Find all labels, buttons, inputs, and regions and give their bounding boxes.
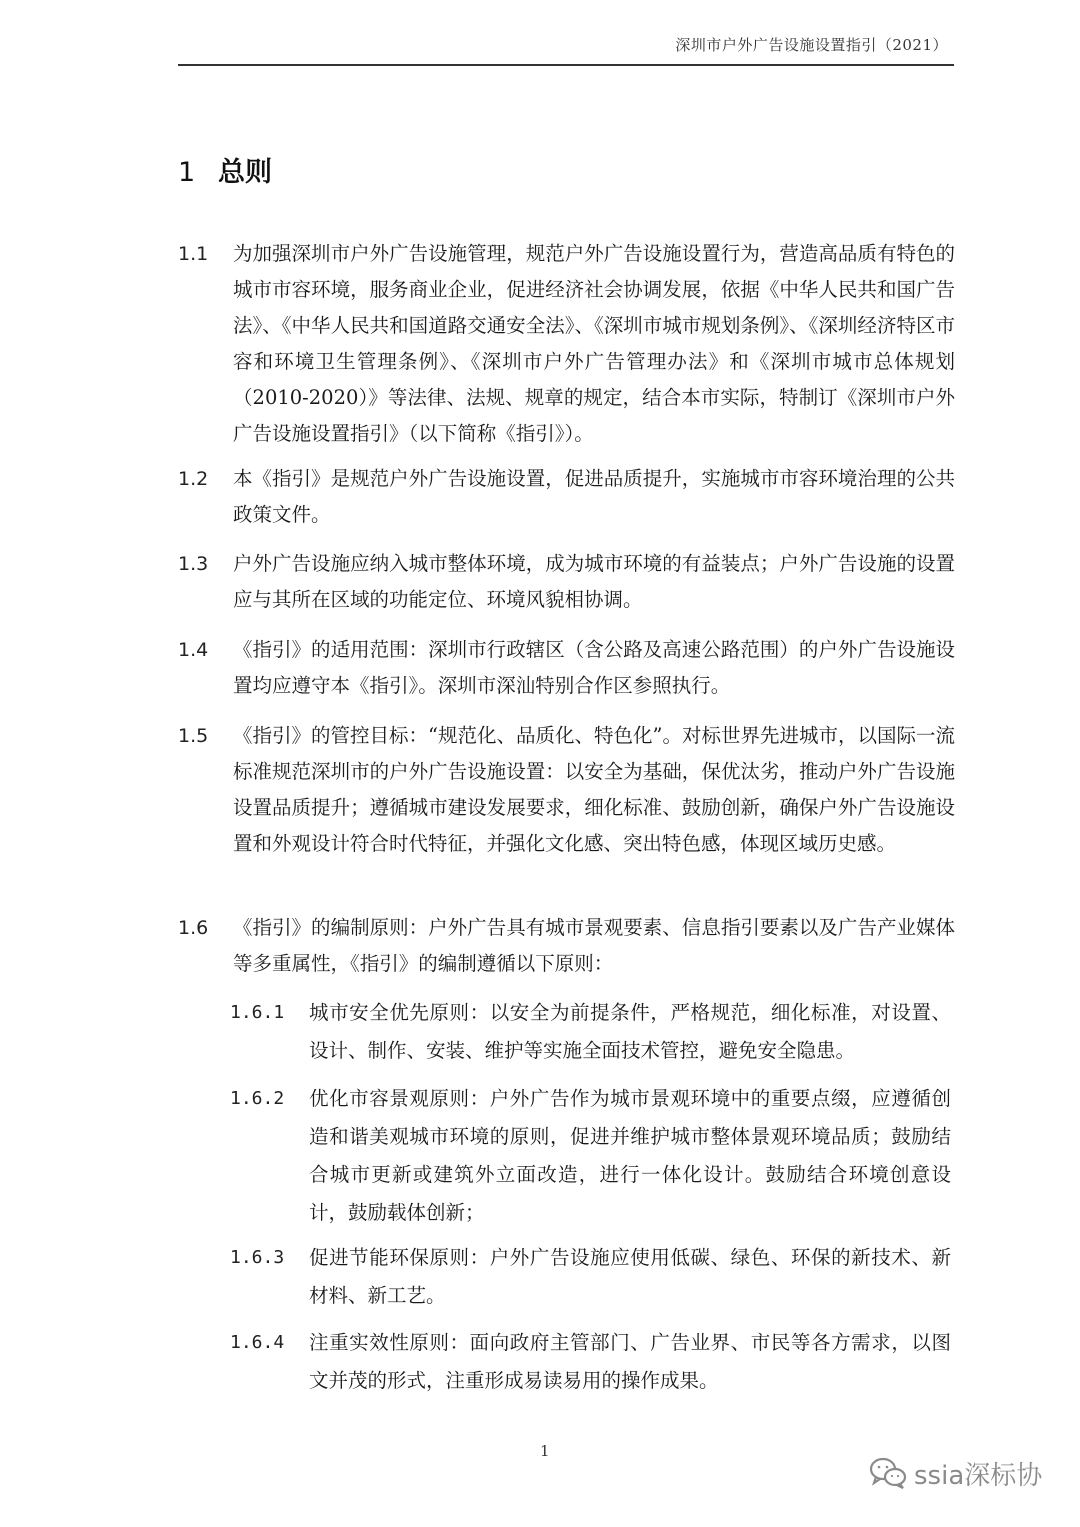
paragraph-number: 1.6 bbox=[178, 917, 209, 939]
page-number: 1 bbox=[540, 1442, 550, 1460]
subsection-number: 1.6.4 bbox=[230, 1332, 285, 1353]
paragraph-number: 1.4 bbox=[178, 639, 209, 661]
paragraph-1-2 bbox=[178, 461, 958, 533]
subsection-number: 1.6.3 bbox=[230, 1247, 285, 1268]
chapter-heading: 总则 bbox=[218, 157, 272, 188]
subsection-number: 1.6.2 bbox=[230, 1088, 285, 1109]
page-header bbox=[178, 30, 954, 66]
paragraph-1-5 bbox=[178, 718, 958, 862]
subsection-number: 1.6.1 bbox=[230, 1002, 285, 1023]
paragraph-number: 1.2 bbox=[178, 468, 209, 490]
chapter-number: 1 bbox=[178, 157, 196, 188]
watermark bbox=[868, 1455, 1042, 1491]
paragraph-text: 户外广告设施应纳入城市整体环境，成为城市环境的有益装点；户外广告设施的设置应与其所在区域的功能定位、环境风貌相协调。 bbox=[233, 552, 955, 611]
paragraph-1-6 bbox=[178, 910, 958, 982]
paragraph-1-1 bbox=[178, 236, 958, 452]
chapter-title bbox=[178, 150, 272, 189]
watermark-text: ssia深标协 bbox=[914, 1460, 1043, 1491]
paragraph-text: 《指引》的管控目标：“规范化、品质化、特色化”。对标世界先进城市，以国际一流标准规范深圳市的户外广告设施设置：以安全为基础，保优汰劣，推动户外广告设施设置品质提升；遵循城市建设发展要求，细化标准、鼓励创新，确保户外广告设施设置和外观设计符合时代特征，并强化文化感、突出特色感，体现区域历史感。 bbox=[233, 724, 955, 855]
subsection-text: 注重实效性原则：面向政府主管部门、广告业界、市民等各方需求，以图文并茂的形式，注重形成易读易用的操作成果。 bbox=[309, 1331, 951, 1392]
paragraph-text: 为加强深圳市户外广告设施管理，规范户外广告设施设置行为，营造高品质有特色的城市市容环境，服务商业企业，促进经济社会协调发展，依据《中华人民共和国广告法》、《中华人民共和国道路交通安全法》、《深圳市城市规划条例》、《深圳经济特区市容和环境卫生管理条例》、《深圳市户外广告管理办法》和《深圳市城市总体规划（2010-2020）》等法律、法规、规章的规定，结合本市实际，特制订《深圳市户外广告设施设置指引》（以下简称《指引》）。 bbox=[233, 242, 955, 445]
paragraph-number: 1.5 bbox=[178, 725, 209, 747]
subsection-1-6-3 bbox=[230, 1239, 958, 1315]
subsection-text: 城市安全优先原则：以安全为前提条件，严格规范，细化标准，对设置、设计、制作、安装、维护等实施全面技术管控，避免安全隐患。 bbox=[309, 1001, 951, 1062]
paragraph-text: 《指引》的适用范围：深圳市行政辖区（含公路及高速公路范围）的户外广告设施设置均应遵守本《指引》。深圳市深汕特别合作区参照执行。 bbox=[233, 638, 955, 697]
header-title: 深圳市户外广告设施设置指引（2021） bbox=[675, 36, 948, 54]
subsection-1-6-1 bbox=[230, 994, 958, 1070]
paragraph-text: 《指引》的编制原则：户外广告具有城市景观要素、信息指引要素以及广告产业媒体等多重属性，《指引》的编制遵循以下原则： bbox=[233, 916, 955, 975]
paragraph-number: 1.1 bbox=[178, 243, 209, 265]
subsection-1-6-2 bbox=[230, 1080, 958, 1232]
subsection-1-6-4 bbox=[230, 1324, 958, 1400]
paragraph-number: 1.3 bbox=[178, 553, 209, 575]
subsection-text: 优化市容景观原则：户外广告作为城市景观环境中的重要点缀，应遵循创造和谐美观城市环境的原则，促进并维护城市整体景观环境品质；鼓励结合城市更新或建筑外立面改造，进行一体化设计。鼓励结合环境创意设计，鼓励载体创新； bbox=[309, 1087, 951, 1224]
paragraph-1-3 bbox=[178, 546, 958, 618]
paragraph-1-4 bbox=[178, 632, 958, 704]
paragraph-text: 本《指引》是规范户外广告设施设置，促进品质提升，实施城市市容环境治理的公共政策文件。 bbox=[233, 467, 955, 526]
wechat-icon bbox=[868, 1456, 908, 1490]
subsection-text: 促进节能环保原则：户外广告设施应使用低碳、绿色、环保的新技术、新材料、新工艺。 bbox=[309, 1246, 951, 1307]
